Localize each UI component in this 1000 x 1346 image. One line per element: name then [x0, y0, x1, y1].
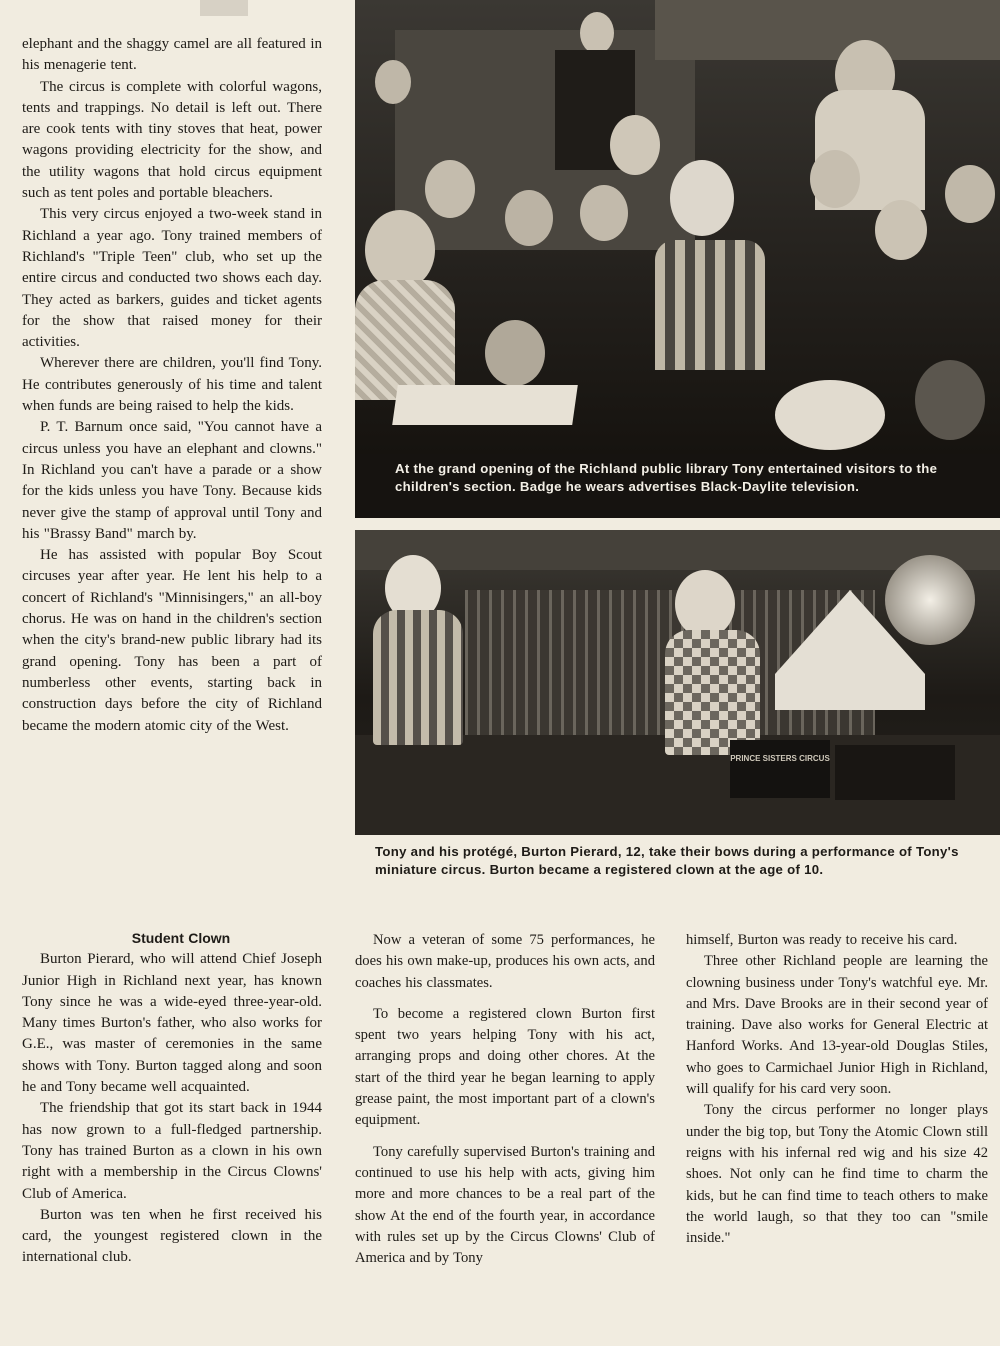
- child-face: [375, 60, 411, 104]
- clown-face: [675, 570, 735, 638]
- paragraph: He has assisted with popular Boy Scout circuses year after year. He lent his help to a concert of Richland's "Minnisingers," an all-boy chorus. He was on hand in the children's section when the city's brand-new public library had its grand opening. Tony has been a part of numberless other events, starting back in construction days before the city of Richland became the modern atomic city of the West.: [22, 547, 322, 734]
- boy-face: [810, 150, 860, 208]
- girl-face: [365, 210, 435, 290]
- article-column-3: [686, 930, 988, 1249]
- page-corner-tab: [200, 0, 248, 16]
- clown-costume: [373, 610, 463, 745]
- section-heading: Student Clown: [131, 930, 231, 946]
- circus-wagon: [835, 745, 955, 800]
- paragraph: elephant and the shaggy camel are all featured in his menagerie tent.: [22, 36, 322, 74]
- circus-photo-caption: Tony and his protégé, Burton Pierard, 12, take their bows during a performance of Tony's miniature circus. Burton became a registered clown at the age of 10.: [375, 844, 959, 877]
- man-face: [580, 12, 614, 54]
- article-column-1-lower: [22, 928, 322, 1269]
- paragraph: Tony carefully supervised Burton's training and continued to use his help with acts, giving him more and more chances to be a real part of the show At the end of the fourth year, in accordance with rules set up by the Circus Clowns' Club of America and by Tony: [355, 1143, 655, 1267]
- child-head: [915, 360, 985, 440]
- boy-face: [875, 200, 927, 260]
- paragraph: P. T. Barnum once said, "You cannot have a circus unless you have an elephant and clowns." In Richland you can't have a parade or a show for the kids unless you have Tony. Because kids never give the stamp of approval until Tony and his "Brassy Band" march by.: [22, 419, 322, 542]
- sweater: [355, 280, 455, 400]
- clown-face: [670, 160, 734, 236]
- paragraph: Burton Pierard, who will attend Chief Joseph Junior High in Richland next year, has known Tony since he was a wide-eyed three-year-old. Many times Burton's father, who also works for G.E., was master of ceremonies in the same shows with Tony. Burton tagged along and soon he and Tony became well acquainted.: [22, 951, 322, 1096]
- open-book: [392, 385, 578, 425]
- boy-face: [505, 190, 553, 246]
- paragraph: Wherever there are children, you'll find Tony. He contributes generously of his time and talent when funds are being raised to help the kids.: [22, 355, 322, 415]
- library-photo-caption: At the grand opening of the Richland public library Tony entertained visitors to the children's section. Badge he wears advertises Black-Daylite television.: [355, 454, 1000, 518]
- boy-face: [580, 185, 628, 241]
- circus-photo: [355, 530, 1000, 835]
- boy-face: [425, 160, 475, 218]
- clown-costume: [655, 240, 765, 370]
- clown-costume: [665, 630, 760, 755]
- boy-face: [945, 165, 995, 223]
- paragraph: The circus is complete with colorful wagons, tents and trappings. No detail is left out. There are cook tents with tiny stoves that heat, power wagons providing electricity for the show, and the utility wagons that hold circus equipment such as tent poles and portable bleachers.: [22, 78, 322, 202]
- article-column-2: [355, 930, 655, 1269]
- straw-hat: [775, 380, 885, 450]
- circus-wagon: [730, 740, 830, 798]
- paragraph: This very circus enjoyed a two-week stand in Richland a year ago. Tony trained members of Richland's "Triple Teen" club, who set up the entire circus and conducted two shows each day. They acted as barkers, guides and ticket agents for the show that raised money for their activities.: [22, 206, 322, 351]
- paragraph: himself, Burton was ready to receive his card.: [686, 932, 958, 948]
- paragraph: Tony the circus performer no longer plays under the big top, but Tony the Atomic Clown still reigns with his infernal red wig and his size 42 shoes. Not only can he find time to charm the kids, but he can find time to teach others to make the world laugh, so that they too can "smile inside.": [686, 1102, 988, 1247]
- library-photo: [355, 0, 1000, 454]
- child-head: [485, 320, 545, 386]
- spotlight: [885, 555, 975, 645]
- article-column-1: [22, 34, 322, 737]
- paragraph: Now a veteran of some 75 performances, he does his own make-up, produces his own acts, and coaches his classmates.: [355, 932, 655, 991]
- wall: [655, 0, 1000, 60]
- wagon-label: PRINCE SISTERS CIRCUS: [730, 754, 830, 763]
- paragraph: The friendship that got its start back in 1944 has now grown to a full-fledged partnership. Tony has trained Burton as a clown in his own right with a membership in the Circus Clowns' Club of America.: [22, 1100, 322, 1202]
- paragraph: Three other Richland people are learning the clowning business under Tony's watchful eye. Mr. and Mrs. Dave Brooks are in their second year of training. Dave also works for General Electric at Hanford Works. And 13-year-old Douglas Stiles, who goes to Carmichael Junior High in Richland, will qualify for his card very soon.: [686, 953, 988, 1098]
- girl-face: [610, 115, 660, 175]
- paragraph: Burton was ten when he first received his card, the youngest registered clown in the international club.: [22, 1206, 322, 1266]
- paragraph: To become a registered clown Burton first spent two years helping Tony with his act, arranging props and doing other chores. At the start of the third year he began learning to apply grease paint, the most important part of a clown's equipment.: [355, 1005, 655, 1129]
